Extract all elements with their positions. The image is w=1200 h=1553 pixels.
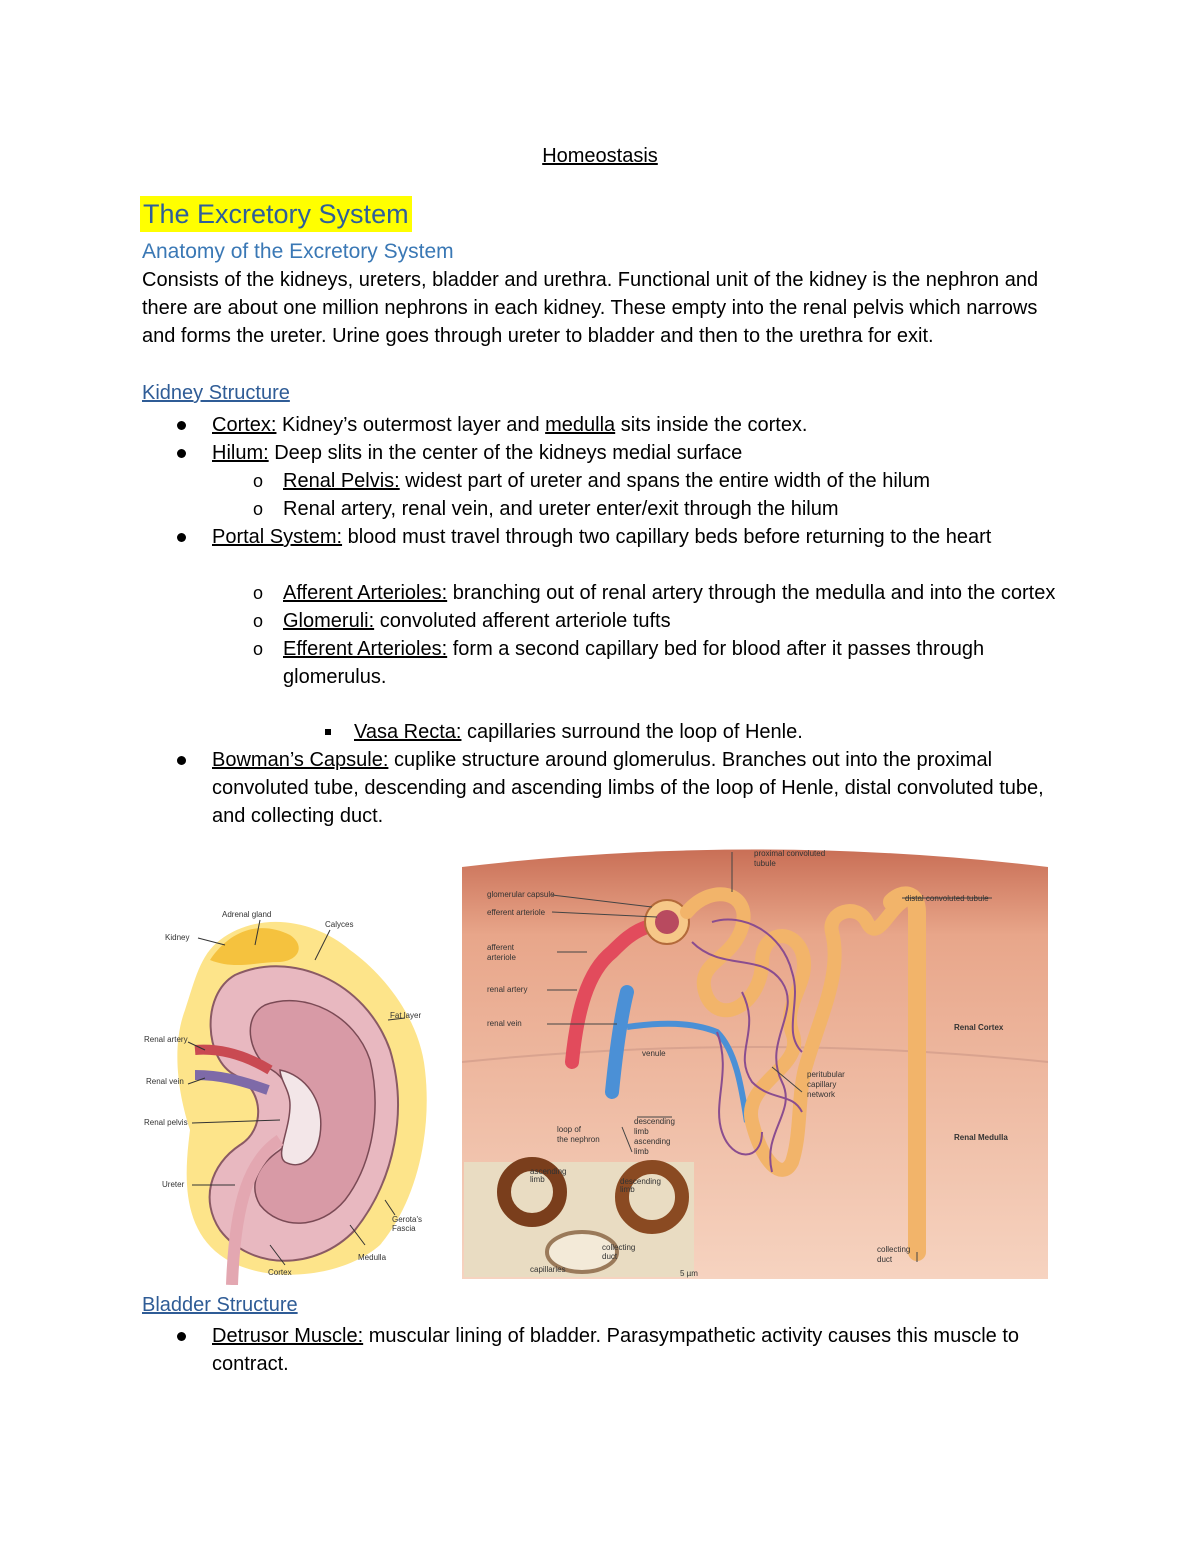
list-item-renal-pelvis	[253, 467, 1073, 495]
bullet-icon	[177, 449, 186, 458]
label-renal-cortex: Renal Cortex	[954, 1023, 1004, 1032]
label-mic-ascending-2: limb	[530, 1175, 545, 1184]
label-fat: Fat layer	[390, 1011, 422, 1020]
term-afferent: Afferent Arterioles:	[283, 582, 448, 604]
bullet-icon	[177, 421, 186, 430]
term-cortex: Cortex:	[212, 414, 277, 436]
label-ptc-1: peritubular	[807, 1070, 845, 1079]
bowman-list	[212, 746, 1072, 830]
label-collecting-1: collecting	[877, 1245, 911, 1254]
cortex-text-end: sits inside the cortex.	[615, 414, 808, 436]
label-ascending-limb-1: ascending	[634, 1137, 671, 1146]
portal-text: blood must travel through two capillary beds before returning to the heart	[342, 526, 992, 548]
label-scale: 5 µm	[680, 1269, 698, 1278]
portal-sublist	[253, 579, 1073, 691]
list-item-renal-artery	[253, 495, 1073, 523]
term-efferent: Efferent Arterioles:	[283, 638, 448, 660]
label-adrenal: Adrenal gland	[222, 910, 272, 919]
label-loop-2: the nephron	[557, 1135, 600, 1144]
hilum-text: Deep slits in the center of the kidneys medial surface	[268, 442, 743, 464]
bowman-text: cuplike structure around glomerulus. Branches out into the proximal convoluted tube, descending and ascending limbs of the loop of Henle, distal convoluted tube, and collecting duct.	[212, 749, 1044, 827]
bullet-icon	[177, 756, 186, 765]
label-dct: distal convoluted tubule	[905, 894, 989, 903]
hilum-sublist	[253, 467, 1073, 523]
list-item-cortex	[212, 411, 1072, 439]
document-title: Homeostasis	[542, 145, 658, 167]
label-calyces: Calyces	[325, 920, 354, 929]
term-vasa-recta: Vasa Recta:	[354, 721, 462, 743]
label-renal-pelvis: Renal pelvis	[144, 1118, 188, 1127]
label-mic-capillaries: capillaries	[530, 1265, 566, 1274]
list-item-hilum	[212, 439, 1072, 467]
term-medulla: medulla	[545, 414, 616, 436]
label-renal-artery: Renal artery	[144, 1035, 188, 1044]
label-afferent-1: afferent	[487, 943, 514, 952]
term-glomeruli: Glomeruli:	[283, 610, 375, 632]
list-item-detrusor	[212, 1322, 1072, 1378]
list-item-afferent	[253, 579, 1073, 607]
label-loop-1: loop of	[557, 1125, 582, 1134]
bullet-icon	[177, 533, 186, 542]
circle-bullet-icon: o	[253, 611, 264, 631]
label-medulla: Medulla	[358, 1253, 387, 1262]
label-glomerular-capsule: glomerular capsule	[487, 890, 555, 899]
cortex-text: Kidney’s outermost layer and	[276, 414, 546, 436]
heading-excretory-system: The Excretory System	[140, 196, 412, 232]
circle-bullet-icon: o	[253, 639, 264, 659]
vasa-recta-text: capillaries surround the loop of Henle.	[461, 721, 803, 743]
adrenal-gland-shape	[210, 928, 299, 965]
term-detrusor: Detrusor Muscle:	[212, 1325, 364, 1347]
list-item-portal-system	[212, 523, 1072, 551]
label-renal-artery: renal artery	[487, 985, 528, 994]
circle-bullet-icon: o	[253, 499, 264, 519]
list-item-glomeruli	[253, 607, 1073, 635]
intro-paragraph: Consists of the kidneys, ureters, bladder and urethra. Functional unit of the kidney is the nephron and there are about one million nephrons in each kidney. These empty into the renal pelvis which narrows and forms the ureter. Urine goes through ureter to bladder and then to the urethra for exit.	[142, 269, 1039, 347]
label-pct-2: tubule	[754, 859, 776, 868]
label-renal-vein: Renal vein	[146, 1077, 184, 1086]
label-pct-1: proximal convoluted	[754, 849, 826, 858]
term-portal-system: Portal System:	[212, 526, 343, 548]
label-ascending-limb-2: limb	[634, 1147, 649, 1156]
circle-bullet-icon: o	[253, 471, 264, 491]
renal-artery-text: Renal artery, renal vein, and ureter enter/exit through the hilum	[283, 498, 839, 520]
label-mic-descending-2: limb	[620, 1185, 635, 1194]
bullet-icon	[177, 1332, 186, 1341]
square-bullet-icon	[325, 729, 331, 735]
efferent-sublist	[354, 718, 1074, 746]
heading-anatomy: Anatomy of the Excretory System	[142, 240, 454, 263]
glomeruli-text: convoluted afferent arteriole tufts	[374, 610, 671, 632]
label-kidney: Kidney	[165, 933, 190, 942]
list-item-efferent	[253, 635, 1073, 691]
label-renal-vein: renal vein	[487, 1019, 522, 1028]
label-mic-collecting-1: collecting	[602, 1243, 636, 1252]
portal-list	[212, 523, 1072, 551]
heading-bladder-structure: Bladder Structure	[142, 1294, 298, 1316]
label-venule: venule	[642, 1049, 666, 1058]
label-ptc-2: capillary	[807, 1080, 837, 1089]
label-ptc-3: network	[807, 1090, 836, 1099]
label-mic-ascending-1: ascending	[530, 1167, 567, 1176]
list-item-vasa-recta	[354, 718, 1074, 746]
label-renal-medulla: Renal Medulla	[954, 1133, 1008, 1142]
circle-bullet-icon: o	[253, 583, 264, 603]
kidney-diagram	[140, 900, 440, 1285]
efferent-text: form a second capillary bed for blood after it passes through glomerulus.	[283, 638, 985, 688]
afferent-text: branching out of renal artery through the medulla and into the cortex	[447, 582, 1056, 604]
label-cortex: Cortex	[268, 1268, 292, 1277]
detrusor-text: muscular lining of bladder. Parasympathetic activity causes this muscle to contract.	[212, 1325, 1020, 1375]
term-bowman: Bowman’s Capsule:	[212, 749, 389, 771]
renal-pelvis-text: widest part of ureter and spans the entire width of the hilum	[399, 470, 931, 492]
heading-kidney-structure: Kidney Structure	[142, 382, 290, 404]
label-collecting-2: duct	[877, 1255, 893, 1264]
list-item-bowman	[212, 746, 1072, 830]
label-mic-collecting-2: duct	[602, 1252, 618, 1261]
kidney-structure-list	[212, 411, 1072, 467]
label-fascia: Fascia	[392, 1224, 416, 1233]
nephron-diagram	[462, 832, 1048, 1279]
glomerulus-shape	[655, 910, 679, 934]
label-mic-descending-1: descending	[620, 1177, 661, 1186]
label-efferent-arteriole: efferent arteriole	[487, 908, 546, 917]
term-renal-pelvis: Renal Pelvis:	[283, 470, 400, 492]
label-descending-limb-2: limb	[634, 1127, 649, 1136]
label-gerota: Gerota's	[392, 1215, 422, 1224]
label-afferent-2: arteriole	[487, 953, 516, 962]
label-descending-limb-1: descending	[634, 1117, 675, 1126]
bladder-list	[212, 1322, 1072, 1378]
label-ureter: Ureter	[162, 1180, 185, 1189]
term-hilum: Hilum:	[212, 442, 269, 464]
